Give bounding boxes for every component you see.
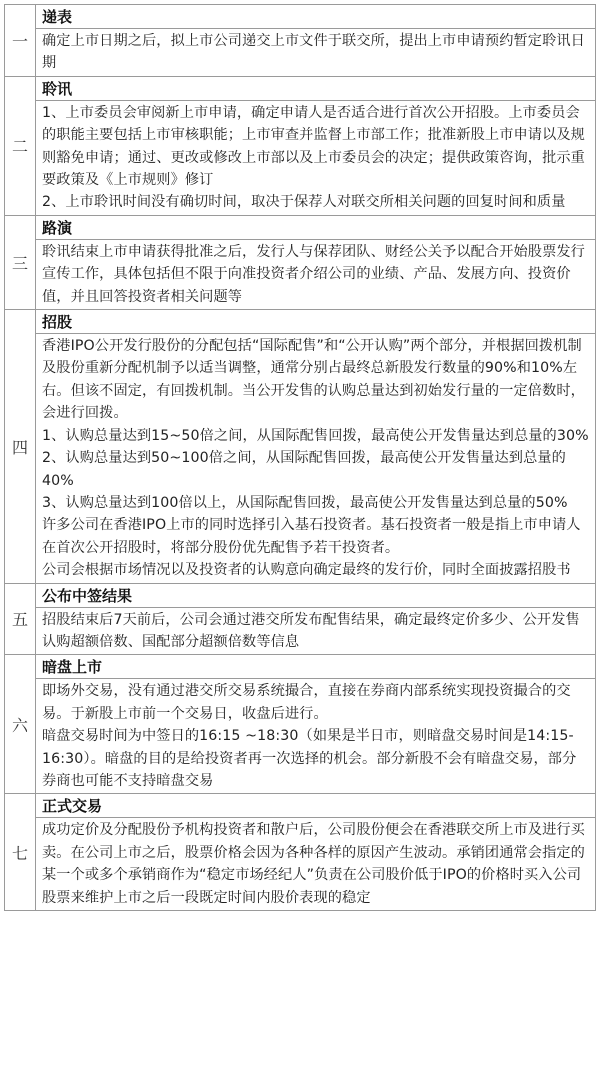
step-paragraph: 暗盘交易时间为中签日的16:15 ~18:30（如果是半日市，则暗盘交易时间是14:15-16:30）。暗盘的目的是给投资者再一次选择的机会。部分新股不会有暗盘交易，部分券商也可能不支持暗盘交易 (42, 728, 577, 789)
step-number: 三 (5, 215, 36, 309)
step-title-row (5, 583, 596, 607)
step-paragraph: 成功定价及分配股份予机构投资者和散户后，公司股份便会在香港联交所上市及进行买卖。在公司上市之后，股票价格会因为各种各样的原因产生波动。承销团通常会指定的某一个或多个承销商作为“稳定市场经纪人”负责在公司股价低于IPO的价格时买入公司股票来维护上市之后一段既定时间内股价表现的稳定 (42, 822, 585, 906)
step-number: 七 (5, 794, 36, 911)
step-title: 聆讯 (36, 76, 596, 100)
step-paragraph: 1、认购总量达到15~50倍之间，从国际配售回拨，最高使公开发售量达到总量的30% (42, 427, 589, 444)
step-number: 五 (5, 583, 36, 655)
step-title-row (5, 794, 596, 818)
step-paragraph: 许多公司在香港IPO上市的同时选择引入基石投资者。基石投资者一般是指上市申请人在首次公开招股时，将部分股份优先配售予若干投资者。 (42, 517, 581, 556)
step-title-row (5, 310, 596, 334)
step-body-row (5, 239, 596, 309)
step-paragraph: 招股结束后7天前后，公司会通过港交所发布配售结果，确定最终定价多少、公开发售认购超额倍数、国配部分超额倍数等信息 (42, 611, 580, 650)
step-paragraph: 3、认购总量达到100倍以上，从国际配售回拨，最高使公开发售量达到总量的50% (42, 494, 568, 511)
step-body-row (5, 818, 596, 911)
step-title-row (5, 76, 596, 100)
step-body-row (5, 679, 596, 794)
step-body (36, 239, 596, 309)
ipo-process-document (4, 4, 596, 911)
step-title: 递表 (36, 5, 596, 29)
step-paragraph: 2、认购总量达到50~100倍之间，从国际配售回拨，最高使公开发售量达到总量的40% (42, 450, 566, 489)
step-number: 一 (5, 5, 36, 77)
ipo-steps-table (4, 4, 596, 911)
step-number: 二 (5, 76, 36, 215)
step-paragraph: 2、上市聆讯时间没有确切时间，取决于保荐人对联交所相关问题的回复时间和质量 (42, 194, 566, 211)
step-title: 正式交易 (36, 794, 596, 818)
step-paragraph: 1、上市委员会审阅新上市申请，确定申请人是否适合进行首次公开招股。上市委员会的职能主要包括上市审核职能；上市审查并监督上市部工作；批准新股上市申请以及规则豁免申请；通过、更改或修改上市部以及上市委员会的决定；提供政策咨询，批示重要政策及《上市规则》修订 (42, 104, 585, 189)
step-body-row (5, 607, 596, 655)
step-paragraph: 即场外交易，没有通过港交所交易系统撮合，直接在券商内部系统实现投资撮合的交易。于新股上市前一个交易日，收盘后进行。 (42, 683, 571, 722)
step-paragraph: 公司会根据市场情况以及投资者的认购意向确定最终的发行价，同时全面披露招股书 (42, 562, 571, 579)
step-paragraph: 确定上市日期之后，拟上市公司递交上市文件于联交所，提出上市申请预约暂定聆讯日期 (42, 33, 585, 72)
step-body (36, 818, 596, 911)
step-body-row (5, 100, 596, 215)
step-title: 路演 (36, 215, 596, 239)
step-body-row (5, 29, 596, 77)
step-title-row (5, 215, 596, 239)
step-title: 暗盘上市 (36, 655, 596, 679)
step-number: 六 (5, 655, 36, 794)
step-body (36, 334, 596, 583)
step-body (36, 679, 596, 794)
step-title: 招股 (36, 310, 596, 334)
step-title-row (5, 655, 596, 679)
step-body-row (5, 334, 596, 583)
step-title-row (5, 5, 596, 29)
step-title: 公布中签结果 (36, 583, 596, 607)
step-body (36, 607, 596, 655)
step-paragraph: 聆讯结束上市申请获得批准之后，发行人与保荐团队、财经公关予以配合开始股票发行宣传工作，具体包括但不限于向准投资者介绍公司的业绩、产品、发展方向、投资价值，并且回答投资者相关问题等 (42, 243, 585, 305)
step-paragraph: 香港IPO公开发行股份的分配包括“国际配售”和“公开认购”两个部分，并根据回拨机制及股份重新分配机制予以适当调整，通常分别占最终总新股发行数量的90%和10%左右。但该不固定，有回拨机制。当公开发售的认购总量达到初始发行量的一定倍数时，会进行回拨。 (42, 338, 585, 422)
step-body (36, 29, 596, 77)
step-number: 四 (5, 310, 36, 583)
step-body (36, 100, 596, 215)
